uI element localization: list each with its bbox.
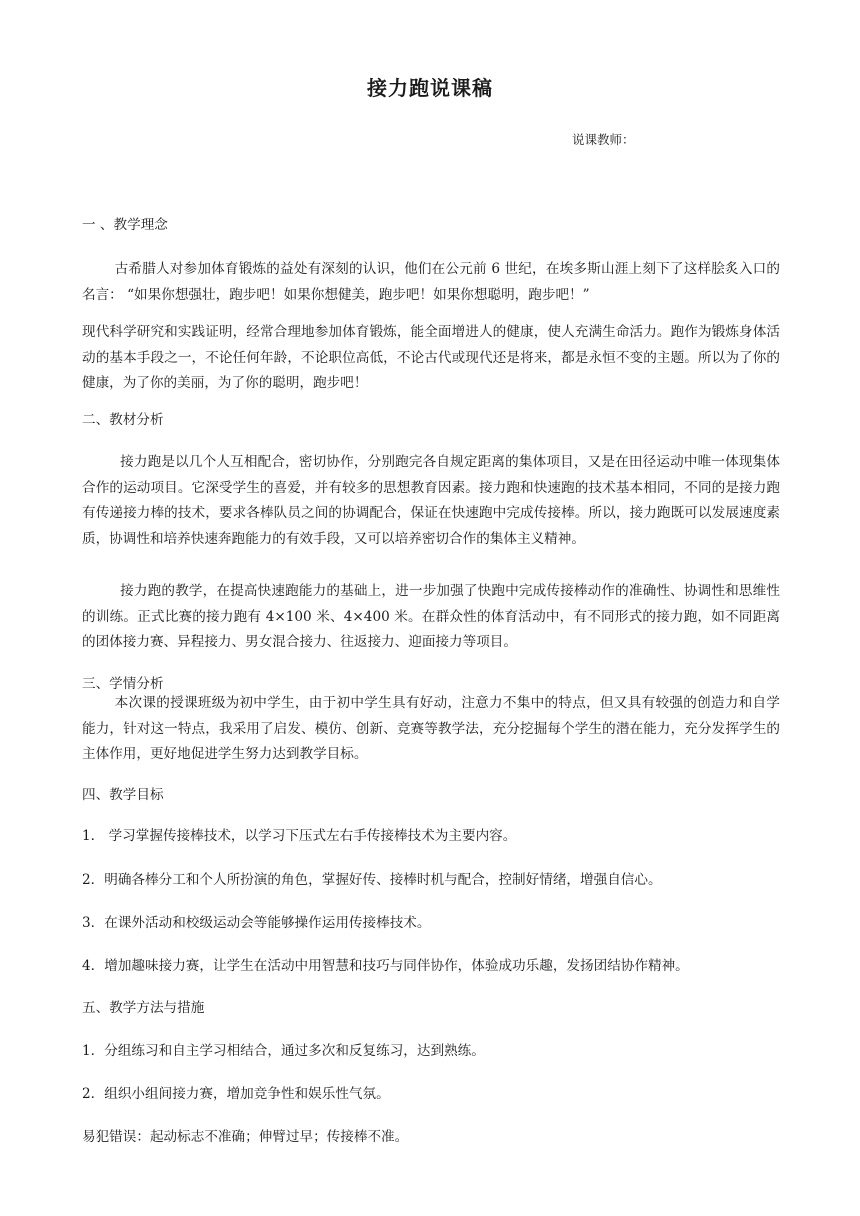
section-heading-philosophy: 一 、教学理念 [82,217,168,233]
paragraph-students: 本次课的授课班级为初中学生，由于初中学生具有好动，注意力不集中的特点，但又具有较强的创造力和自学能力，针对这一特点，我采用了启发、模仿、创新、竞赛等教学法，充分挖掘每个学生的潜在能力，充分发挥学生的主体作用，更好地促进学生努力达到教学目标。 [82,695,780,762]
section-heading-students: 三、学情分析 [82,676,164,692]
paragraph-material-1: 接力跑是以几个人互相配合，密切协作，分别跑完各自规定距离的集体项目，又是在田径运动中唯一体现集体合作的运动项目。它深受学生的喜爱，并有较多的思想教育因素。接力跑和快速跑的技术基本相同，不同的是接力跑有传递接力棒的技术，要求各棒队员之间的协调配合，保证在快速跑中完成传接棒。所以，接力跑既可以发展速度素质，协调性和培养快速奔跑能力的有效手段，又可以培养密切合作的集体主义精神。 [82,454,780,547]
method-item-2: 2．组织小组间接力赛，增加竞争性和娱乐性气氛。 [82,1086,390,1102]
paragraph-philosophy-1: 古希腊人对参加体育锻炼的益处有深刻的认识，他们在公元前 6 世纪，在埃多斯山涯上刻下了这样脍炙入口的名言： “如果你想强壮，跑步吧！如果你想健美，跑步吧！如果你想聪明，跑步吧！” [82,261,780,303]
section-heading-methods: 五、教学方法与措施 [82,1000,205,1016]
objective-item-2: 2．明确各棒分工和个人所扮演的角色，掌握好传、接棒时机与配合，控制好情绪，增强自信心。 [82,872,662,888]
paragraph-material-2: 接力跑的教学，在提高快速跑能力的基础上，进一步加强了快跑中完成传接棒动作的准确性、协调性和思维性的训练。正式比赛的接力跑有 4×100 米、4×400 米。在群众性的体育活动中，有不同形式的接力跑，如不同距离的团体接力赛、异程接力、男女混合接力、往返接力、迎面接力等项目。 [82,583,780,650]
section-heading-objectives: 四、教学目标 [82,787,164,803]
objective-item-1: 1． 学习掌握传接棒技术，以学习下压式左右手传接棒技术为主要内容。 [82,828,517,844]
section-heading-material: 二、教材分析 [82,412,164,428]
objective-item-3: 3．在课外活动和校级运动会等能够操作运用传接棒技术。 [82,915,431,931]
teacher-label: 说课教师： [572,132,635,147]
paragraph-philosophy-2: 现代科学研究和实践证明，经常合理地参加体育锻炼，能全面增进人的健康，使人充满生命活力。跑作为锻炼身体活动的基本手段之一，不论任何年龄，不论职位高低，不论古代或现代还是将来，都是永恒不变的主题。所以为了你的健康，为了你的美丽，为了你的聪明，跑步吧！ [82,324,780,391]
objective-item-4: 4．增加趣味接力赛，让学生在活动中用智慧和技巧与同伴协作，体验成功乐趣，发扬团结协作精神。 [82,958,689,974]
common-errors-text: 易犯错误：起动标志不准确；伸臂过早；传接棒不准。 [82,1129,409,1145]
document-title: 接力跑说课稿 [367,76,493,100]
method-item-1: 1．分组练习和自主学习相结合，通过多次和反复练习，达到熟练。 [82,1043,485,1059]
